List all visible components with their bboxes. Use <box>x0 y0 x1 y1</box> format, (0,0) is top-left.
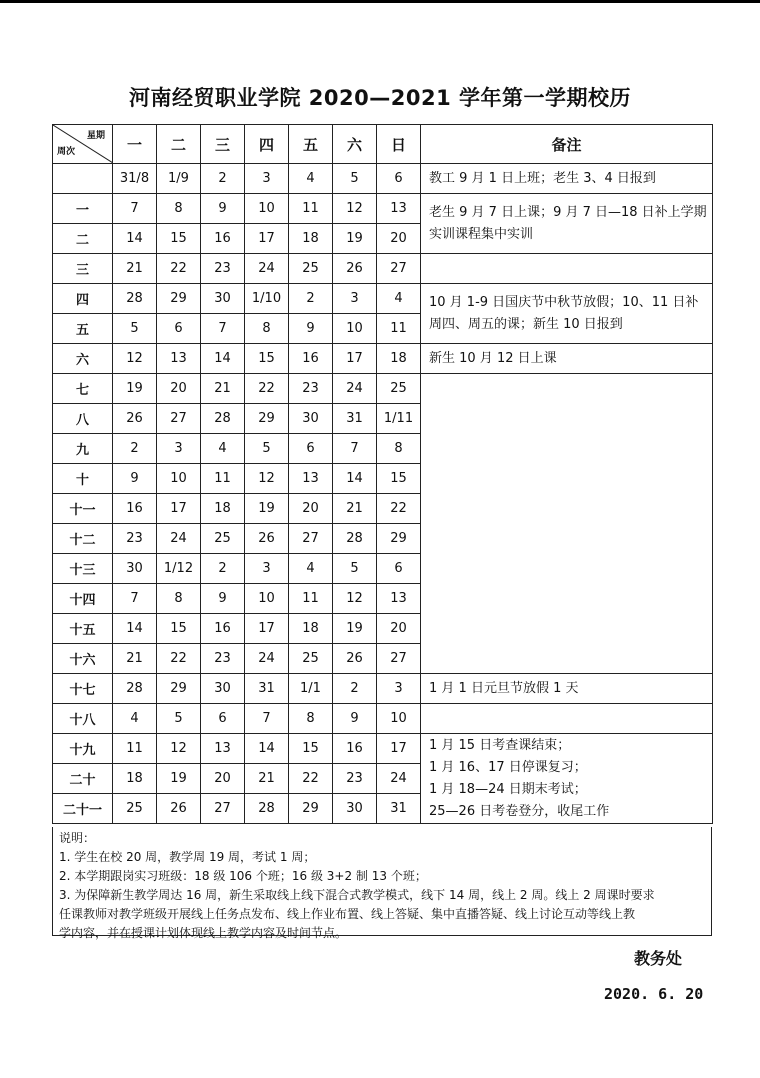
day-cell: 25 <box>113 794 157 824</box>
remark-cell <box>421 374 713 674</box>
day-cell: 3 <box>245 164 289 194</box>
day-cell: 28 <box>113 674 157 704</box>
header-row <box>53 125 713 164</box>
day-cell: 10 <box>245 584 289 614</box>
day-cell: 7 <box>113 194 157 224</box>
day-cell: 16 <box>289 344 333 374</box>
calendar-table <box>52 124 713 824</box>
week-number: 十一 <box>53 494 113 524</box>
day-cell: 31 <box>377 794 421 824</box>
day-cell: 31 <box>333 404 377 434</box>
week-number: 二十一 <box>53 794 113 824</box>
day-cell: 11 <box>289 584 333 614</box>
top-border <box>0 0 760 3</box>
day-cell: 17 <box>377 734 421 764</box>
day-cell: 20 <box>201 764 245 794</box>
day-cell: 15 <box>157 614 201 644</box>
day-cell: 26 <box>333 644 377 674</box>
day-cell: 8 <box>157 194 201 224</box>
week-row <box>53 704 713 734</box>
explanation-item: 2. 本学期跟岗实习班级：18 级 106 个班；16 级 3+2 制 13 个班； <box>59 869 427 883</box>
day-cell: 2 <box>333 674 377 704</box>
day-cell: 2 <box>289 284 333 314</box>
day-cell: 28 <box>201 404 245 434</box>
day-cell: 18 <box>201 494 245 524</box>
day-cell: 29 <box>157 674 201 704</box>
day-cell: 18 <box>377 344 421 374</box>
week-row <box>53 194 713 224</box>
remarks-header: 备注 <box>421 125 713 164</box>
day-cell: 15 <box>289 734 333 764</box>
day-cell: 5 <box>333 554 377 584</box>
week-number: 二 <box>53 224 113 254</box>
day-cell: 1/1 <box>289 674 333 704</box>
day-cell: 9 <box>289 314 333 344</box>
day-cell: 26 <box>245 524 289 554</box>
day-cell: 27 <box>157 404 201 434</box>
remark-line: 25—26 日考卷登分，收尾工作 <box>429 803 610 819</box>
day-cell: 17 <box>245 224 289 254</box>
day-cell: 19 <box>157 764 201 794</box>
issuing-office: 教务处 <box>634 949 683 968</box>
day-cell: 23 <box>289 374 333 404</box>
day-cell: 3 <box>333 284 377 314</box>
day-cell: 26 <box>113 404 157 434</box>
week-row <box>53 284 713 314</box>
day-cell: 24 <box>377 764 421 794</box>
remark-line: 实训课程集中实训 <box>429 226 534 242</box>
day-cell: 17 <box>157 494 201 524</box>
day-cell: 1/11 <box>377 404 421 434</box>
day-header: 一 <box>113 125 157 164</box>
day-cell: 19 <box>333 224 377 254</box>
day-cell: 4 <box>201 434 245 464</box>
day-cell: 23 <box>201 644 245 674</box>
corner-bottom-label: 周次 <box>57 147 76 157</box>
day-cell: 4 <box>289 554 333 584</box>
remark-line: 1 月 15 日考查课结束； <box>429 737 571 753</box>
day-cell: 30 <box>289 404 333 434</box>
corner-top-label: 星期 <box>87 131 106 141</box>
day-cell: 12 <box>333 194 377 224</box>
day-cell: 21 <box>245 764 289 794</box>
day-header: 四 <box>245 125 289 164</box>
day-cell: 31/8 <box>113 164 157 194</box>
day-cell: 30 <box>333 794 377 824</box>
day-cell: 27 <box>289 524 333 554</box>
remark-line: 教工 9 月 1 日上班；老生 3、4 日报到 <box>429 170 656 186</box>
remark-cell <box>421 344 713 374</box>
day-cell: 21 <box>113 644 157 674</box>
day-cell: 7 <box>245 704 289 734</box>
week-number: 九 <box>53 434 113 464</box>
day-cell: 19 <box>333 614 377 644</box>
day-cell: 3 <box>245 554 289 584</box>
day-cell: 20 <box>377 614 421 644</box>
week-row <box>53 164 713 194</box>
day-cell: 27 <box>201 794 245 824</box>
day-cell: 2 <box>201 164 245 194</box>
day-cell: 8 <box>245 314 289 344</box>
day-cell: 6 <box>377 164 421 194</box>
day-cell: 25 <box>201 524 245 554</box>
day-cell: 16 <box>201 614 245 644</box>
day-cell: 14 <box>113 224 157 254</box>
day-cell: 27 <box>377 254 421 284</box>
day-cell: 30 <box>201 284 245 314</box>
day-cell: 18 <box>289 614 333 644</box>
explanation-box <box>52 827 712 940</box>
day-cell: 7 <box>113 584 157 614</box>
remark-line: 周四、周五的课；新生 10 日报到 <box>429 316 623 332</box>
day-cell: 17 <box>333 344 377 374</box>
day-cell: 23 <box>201 254 245 284</box>
day-cell: 15 <box>377 464 421 494</box>
day-cell: 7 <box>201 314 245 344</box>
day-cell: 10 <box>245 194 289 224</box>
day-cell: 24 <box>157 524 201 554</box>
day-cell: 1/9 <box>157 164 201 194</box>
week-number: 六 <box>53 344 113 374</box>
remark-cell <box>421 194 713 254</box>
day-cell: 6 <box>157 314 201 344</box>
week-number: 四 <box>53 284 113 314</box>
day-cell: 13 <box>157 344 201 374</box>
day-cell: 20 <box>157 374 201 404</box>
week-row <box>53 374 713 404</box>
day-cell: 15 <box>245 344 289 374</box>
day-cell: 29 <box>377 524 421 554</box>
explanation-item: 3. 为保障新生教学周达 16 周，新生采取线上线下混合式教学模式，线下 14 周，线上 2 周。线上 2 周课时要求 <box>59 888 655 902</box>
day-cell: 10 <box>377 704 421 734</box>
day-cell: 22 <box>289 764 333 794</box>
day-cell: 30 <box>113 554 157 584</box>
day-cell: 29 <box>289 794 333 824</box>
week-number: 十 <box>53 464 113 494</box>
day-cell: 18 <box>289 224 333 254</box>
week-row <box>53 254 713 284</box>
day-cell: 11 <box>201 464 245 494</box>
day-cell: 6 <box>201 704 245 734</box>
remark-line: 新生 10 月 12 日上课 <box>429 350 557 366</box>
day-cell: 8 <box>377 434 421 464</box>
week-number: 七 <box>53 374 113 404</box>
week-number: 十二 <box>53 524 113 554</box>
week-number: 十八 <box>53 704 113 734</box>
day-cell: 24 <box>245 254 289 284</box>
day-cell: 9 <box>201 584 245 614</box>
calendar-body <box>53 164 713 824</box>
day-cell: 25 <box>289 644 333 674</box>
day-cell: 10 <box>157 464 201 494</box>
remark-line: 1 月 1 日元旦节放假 1 天 <box>429 680 579 696</box>
week-row <box>53 344 713 374</box>
day-cell: 5 <box>333 164 377 194</box>
day-cell: 13 <box>377 584 421 614</box>
remark-cell <box>421 164 713 194</box>
explanation-item: 学内容，并在授课计划体现线上教学内容及时间节点。 <box>59 926 348 940</box>
day-header: 三 <box>201 125 245 164</box>
day-cell: 11 <box>113 734 157 764</box>
day-cell: 4 <box>289 164 333 194</box>
day-cell: 22 <box>377 494 421 524</box>
day-cell: 3 <box>377 674 421 704</box>
issue-date: 2020. 6. 20 <box>604 985 704 1003</box>
day-cell: 28 <box>113 284 157 314</box>
day-cell: 7 <box>333 434 377 464</box>
week-number: 八 <box>53 404 113 434</box>
day-cell: 8 <box>289 704 333 734</box>
day-header: 日 <box>377 125 421 164</box>
day-cell: 9 <box>201 194 245 224</box>
day-cell: 12 <box>333 584 377 614</box>
remark-cell <box>421 284 713 344</box>
week-number: 十四 <box>53 584 113 614</box>
day-cell: 25 <box>377 374 421 404</box>
day-cell: 21 <box>201 374 245 404</box>
day-cell: 19 <box>113 374 157 404</box>
day-cell: 25 <box>289 254 333 284</box>
day-cell: 14 <box>113 614 157 644</box>
week-number <box>53 164 113 194</box>
day-cell: 22 <box>157 254 201 284</box>
explanation-item: 1. 学生在校 20 周，教学周 19 周，考试 1 周； <box>59 850 316 864</box>
day-cell: 11 <box>377 314 421 344</box>
day-cell: 9 <box>113 464 157 494</box>
day-cell: 16 <box>113 494 157 524</box>
day-cell: 23 <box>113 524 157 554</box>
week-number: 二十 <box>53 764 113 794</box>
day-cell: 1/10 <box>245 284 289 314</box>
week-number: 十五 <box>53 614 113 644</box>
day-header: 二 <box>157 125 201 164</box>
day-cell: 14 <box>201 344 245 374</box>
day-cell: 11 <box>289 194 333 224</box>
day-cell: 29 <box>157 284 201 314</box>
day-cell: 14 <box>245 734 289 764</box>
day-cell: 1/12 <box>157 554 201 584</box>
remark-cell <box>421 254 713 284</box>
day-cell: 10 <box>333 314 377 344</box>
day-cell: 12 <box>245 464 289 494</box>
day-cell: 21 <box>113 254 157 284</box>
day-cell: 12 <box>157 734 201 764</box>
week-number: 五 <box>53 314 113 344</box>
day-cell: 16 <box>333 734 377 764</box>
day-cell: 20 <box>289 494 333 524</box>
day-cell: 8 <box>157 584 201 614</box>
day-cell: 5 <box>113 314 157 344</box>
day-cell: 18 <box>113 764 157 794</box>
remark-line: 10 月 1-9 日国庆节中秋节放假；10、11 日补 <box>429 294 699 310</box>
day-cell: 14 <box>333 464 377 494</box>
day-cell: 29 <box>245 404 289 434</box>
day-cell: 21 <box>333 494 377 524</box>
remark-line: 老生 9 月 7 日上课；9 月 7 日—18 日补上学期 <box>429 204 707 220</box>
day-cell: 5 <box>157 704 201 734</box>
day-cell: 24 <box>333 374 377 404</box>
day-cell: 22 <box>157 644 201 674</box>
week-row <box>53 734 713 764</box>
remark-line: 1 月 18—24 日期末考试； <box>429 781 587 797</box>
day-cell: 28 <box>245 794 289 824</box>
week-number: 十六 <box>53 644 113 674</box>
week-number: 十三 <box>53 554 113 584</box>
day-cell: 13 <box>201 734 245 764</box>
day-cell: 31 <box>245 674 289 704</box>
page-title: 河南经贸职业学院 2020—2021 学年第一学期校历 <box>128 86 631 110</box>
week-number: 十七 <box>53 674 113 704</box>
day-cell: 4 <box>377 284 421 314</box>
week-number: 一 <box>53 194 113 224</box>
explanation-heading: 说明： <box>59 831 96 845</box>
day-cell: 3 <box>157 434 201 464</box>
day-cell: 2 <box>201 554 245 584</box>
day-header: 六 <box>333 125 377 164</box>
day-cell: 22 <box>245 374 289 404</box>
day-cell: 12 <box>113 344 157 374</box>
explanation-item: 任课教师对教学班级开展线上任务点发布、线上作业布置、线上答疑、集中直播答疑、线上讨论互动等线上教 <box>59 907 636 921</box>
day-cell: 2 <box>113 434 157 464</box>
day-cell: 13 <box>377 194 421 224</box>
corner-cell <box>53 125 113 164</box>
week-number: 三 <box>53 254 113 284</box>
day-cell: 13 <box>289 464 333 494</box>
week-row <box>53 674 713 704</box>
day-cell: 30 <box>201 674 245 704</box>
day-cell: 27 <box>377 644 421 674</box>
day-cell: 5 <box>245 434 289 464</box>
day-header: 五 <box>289 125 333 164</box>
day-cell: 24 <box>245 644 289 674</box>
day-cell: 9 <box>333 704 377 734</box>
remark-cell <box>421 674 713 704</box>
day-cell: 20 <box>377 224 421 254</box>
day-cell: 4 <box>113 704 157 734</box>
day-cell: 26 <box>333 254 377 284</box>
day-cell: 19 <box>245 494 289 524</box>
remark-cell <box>421 734 713 824</box>
day-cell: 28 <box>333 524 377 554</box>
remark-line: 1 月 16、17 日停课复习； <box>429 759 587 775</box>
week-number: 十九 <box>53 734 113 764</box>
remark-cell <box>421 704 713 734</box>
day-cell: 15 <box>157 224 201 254</box>
day-cell: 17 <box>245 614 289 644</box>
day-cell: 23 <box>333 764 377 794</box>
day-cell: 6 <box>289 434 333 464</box>
day-cell: 6 <box>377 554 421 584</box>
day-cell: 26 <box>157 794 201 824</box>
day-cell: 16 <box>201 224 245 254</box>
